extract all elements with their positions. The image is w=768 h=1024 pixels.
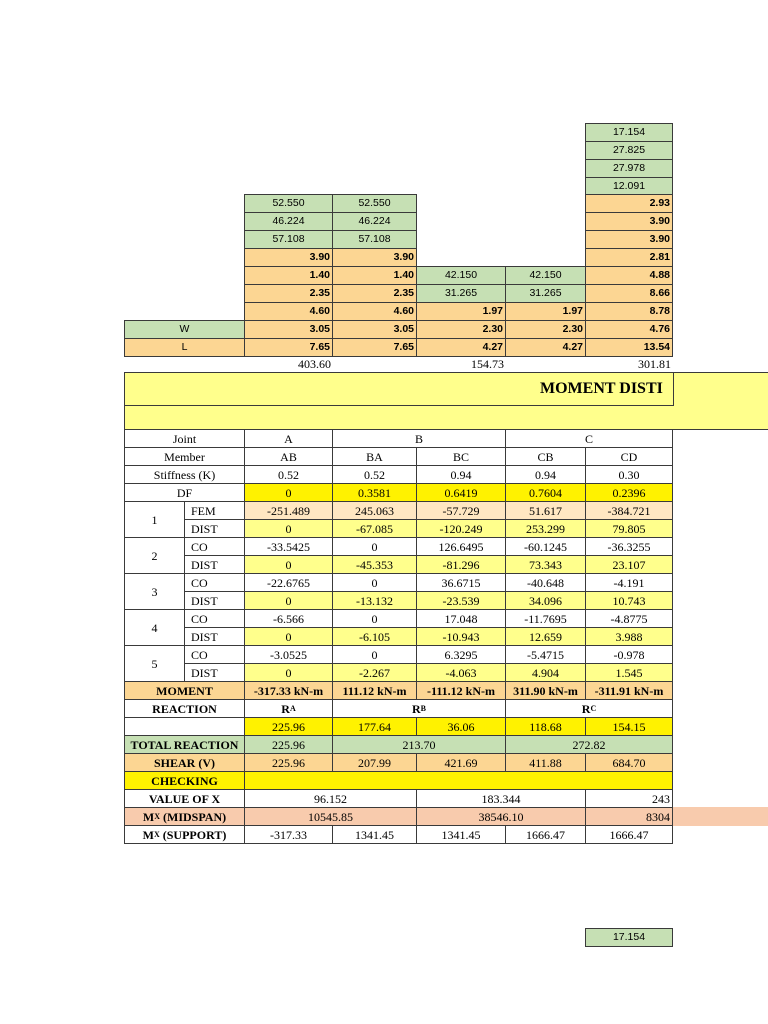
cell[interactable]: -120.249 (416, 519, 506, 538)
cell[interactable]: -4.191 (585, 573, 673, 592)
mx-midspan-cd[interactable]: 8304 (585, 807, 673, 826)
mx-prefix: M (142, 827, 154, 842)
reaction-subscript: A (289, 703, 296, 713)
cell[interactable]: -0.978 (585, 645, 673, 664)
mx-midspan-overflow (673, 807, 768, 826)
cell[interactable]: 7.65 (332, 338, 417, 357)
cell[interactable]: 3.90 (244, 248, 333, 267)
cell[interactable]: 1.545 (585, 663, 673, 682)
cell[interactable]: 1.97 (416, 302, 506, 321)
cell[interactable]: 3.05 (332, 320, 417, 339)
row-label[interactable]: CO (184, 609, 245, 628)
row-label[interactable]: CO (184, 645, 245, 664)
cell[interactable]: 12.091 (585, 177, 673, 196)
shear-label[interactable]: SHEAR (V) (124, 753, 245, 772)
mx-subscript: X (153, 829, 160, 839)
cell[interactable]: 73.343 (505, 555, 586, 574)
cell[interactable]: 27.825 (585, 141, 673, 160)
cell[interactable]: 42.150 (505, 266, 586, 285)
cell[interactable]: 34.096 (505, 591, 586, 610)
cell[interactable]: -5.4715 (505, 645, 586, 664)
df-label[interactable]: DF (124, 483, 245, 502)
cell[interactable]: 17.154 (585, 123, 673, 142)
shear-ab[interactable]: 225.96 (244, 753, 333, 772)
shear-cd[interactable]: 684.70 (585, 753, 673, 772)
df-ab[interactable]: 0 (244, 483, 333, 502)
member-cb[interactable]: CB (505, 447, 586, 466)
total-reaction-a[interactable]: 225.96 (244, 735, 333, 754)
total-cd: 301.81 (638, 357, 671, 371)
cell[interactable]: 0 (332, 645, 417, 664)
cell[interactable]: -2.267 (332, 663, 417, 682)
cell[interactable]: 8.66 (585, 284, 673, 303)
cell[interactable]: 3.90 (332, 248, 417, 267)
cell[interactable]: 2.35 (244, 284, 333, 303)
cell[interactable]: 4.88 (585, 266, 673, 285)
row-label[interactable]: DIST (184, 627, 245, 646)
cell[interactable]: 2.30 (505, 320, 586, 339)
cell[interactable]: 79.805 (585, 519, 673, 538)
joint-label[interactable]: Joint (124, 429, 245, 448)
cell[interactable]: 126.6495 (416, 537, 506, 556)
bottom-cell[interactable]: 17.154 (585, 928, 673, 947)
cell[interactable]: 2.81 (585, 248, 673, 267)
member-ab[interactable]: AB (244, 447, 333, 466)
mx-support-cd[interactable]: 1666.47 (585, 825, 673, 844)
value-x-ab[interactable]: 96.152 (244, 789, 417, 808)
cell[interactable]: -57.729 (416, 501, 506, 520)
member-bc[interactable]: BC (416, 447, 506, 466)
cell[interactable]: 31.265 (505, 284, 586, 303)
mx-support-bc[interactable]: 1341.45 (416, 825, 506, 844)
cell[interactable]: 6.3295 (416, 645, 506, 664)
label-w[interactable]: W (124, 320, 245, 339)
df-cd[interactable]: 0.2396 (585, 483, 673, 502)
cell[interactable]: 4.904 (505, 663, 586, 682)
checking-label[interactable]: CHECKING (124, 771, 245, 790)
value-x-bc[interactable]: 183.344 (416, 789, 586, 808)
cell[interactable]: 27.978 (585, 159, 673, 178)
cell[interactable]: 23.107 (585, 555, 673, 574)
mx-subscript: X (154, 811, 160, 821)
cell[interactable]: 0 (332, 537, 417, 556)
mx-support-ba[interactable]: 1341.45 (332, 825, 417, 844)
row-label[interactable]: FEM (184, 501, 245, 520)
iteration-number[interactable]: 5 (124, 645, 185, 682)
mx-midspan-bc[interactable]: 38546.10 (416, 807, 586, 826)
member-cd[interactable]: CD (585, 447, 673, 466)
cell[interactable]: 17.048 (416, 609, 506, 628)
shear-cb[interactable]: 411.88 (505, 753, 586, 772)
stiffness-cd[interactable]: 0.30 (585, 465, 673, 484)
cell[interactable]: 245.063 (332, 501, 417, 520)
total-bc: 154.73 (471, 357, 504, 371)
cell[interactable]: 3.90 (585, 230, 673, 249)
cell[interactable]: 3.05 (244, 320, 333, 339)
cell[interactable]: 0 (244, 555, 333, 574)
joint-b[interactable]: B (332, 429, 506, 448)
member-ba[interactable]: BA (332, 447, 417, 466)
shear-bc[interactable]: 421.69 (416, 753, 506, 772)
stiffness-cb[interactable]: 0.94 (505, 465, 586, 484)
row-label[interactable]: DIST (184, 663, 245, 682)
cell[interactable]: 3.90 (585, 212, 673, 231)
shear-ba[interactable]: 207.99 (332, 753, 417, 772)
cell[interactable]: -251.489 (244, 501, 333, 520)
cell[interactable]: 46.224 (244, 212, 333, 231)
cell[interactable]: 57.108 (244, 230, 333, 249)
cell[interactable]: -4.063 (416, 663, 506, 682)
cell[interactable]: 10.743 (585, 591, 673, 610)
cell[interactable]: 46.224 (332, 212, 417, 231)
cell[interactable]: 31.265 (416, 284, 506, 303)
moment-bc[interactable]: -111.12 kN-m (416, 681, 506, 700)
moment-ab[interactable]: -317.33 kN-m (244, 681, 333, 700)
mx-support-cb[interactable]: 1666.47 (505, 825, 586, 844)
total-ab: 403.60 (298, 357, 331, 371)
row-label[interactable]: CO (184, 537, 245, 556)
reaction-letter: R (581, 701, 591, 716)
reaction-letter: R (411, 701, 421, 716)
cell[interactable]: 4.27 (505, 338, 586, 357)
cell[interactable]: 253.299 (505, 519, 586, 538)
cell[interactable]: 0 (332, 609, 417, 628)
page-title: MOMENT DISTI (540, 380, 663, 397)
cell[interactable]: 1.40 (332, 266, 417, 285)
stiffness-bc[interactable]: 0.94 (416, 465, 506, 484)
cell[interactable]: 4.60 (244, 302, 333, 321)
mx-prefix: M (142, 809, 155, 824)
stiffness-ab[interactable]: 0.52 (244, 465, 333, 484)
cell[interactable]: 12.659 (505, 627, 586, 646)
cell[interactable]: 42.150 (416, 266, 506, 285)
cell[interactable]: -10.943 (416, 627, 506, 646)
total-reaction-label[interactable]: TOTAL REACTION (124, 735, 245, 754)
cell[interactable]: 2.35 (332, 284, 417, 303)
row-label[interactable]: DIST (184, 519, 245, 538)
cell[interactable]: -23.539 (416, 591, 506, 610)
df-bc[interactable]: 0.6419 (416, 483, 506, 502)
cell[interactable]: 57.108 (332, 230, 417, 249)
moment-ba[interactable]: 111.12 kN-m (332, 681, 417, 700)
cell[interactable]: -36.3255 (585, 537, 673, 556)
cell[interactable]: -60.1245 (505, 537, 586, 556)
reaction-values-label[interactable] (124, 717, 245, 736)
reaction-value-ab[interactable]: 225.96 (244, 717, 333, 736)
cell[interactable]: 36.6715 (416, 573, 506, 592)
checking-bar[interactable] (244, 771, 673, 790)
cell[interactable]: 52.550 (332, 194, 417, 213)
reaction-value-cb[interactable]: 118.68 (505, 717, 586, 736)
joint-c[interactable]: C (505, 429, 673, 448)
mx-support-ab[interactable]: -317.33 (244, 825, 333, 844)
df-ba[interactable]: 0.3581 (332, 483, 417, 502)
cell[interactable]: 3.988 (585, 627, 673, 646)
df-cb[interactable]: 0.7604 (505, 483, 586, 502)
cell[interactable]: -13.132 (332, 591, 417, 610)
mx-support-label[interactable] (124, 825, 245, 844)
reaction-rb[interactable] (332, 699, 506, 718)
cell[interactable]: -6.105 (332, 627, 417, 646)
row-label[interactable]: DIST (184, 555, 245, 574)
reaction-subscript: C (590, 703, 597, 713)
cell[interactable]: 2.93 (585, 194, 673, 213)
cell[interactable]: 0 (244, 591, 333, 610)
cell[interactable]: 4.60 (332, 302, 417, 321)
cell[interactable]: 0 (244, 627, 333, 646)
mx-midspan-ab[interactable]: 10545.85 (244, 807, 417, 826)
cell[interactable]: -6.566 (244, 609, 333, 628)
cell[interactable]: -384.721 (585, 501, 673, 520)
cell[interactable]: 0 (332, 573, 417, 592)
label-l[interactable]: L (124, 338, 245, 357)
cell[interactable]: 0 (244, 519, 333, 538)
cell[interactable]: 0 (244, 663, 333, 682)
iteration-number[interactable]: 4 (124, 609, 185, 646)
cell[interactable]: 1.40 (244, 266, 333, 285)
reaction-label[interactable]: REACTION (124, 699, 245, 718)
cell[interactable]: 2.30 (416, 320, 506, 339)
moment-label[interactable]: MOMENT (124, 681, 245, 700)
member-label[interactable]: Member (124, 447, 245, 466)
cell[interactable]: 52.550 (244, 194, 333, 213)
cell[interactable]: -45.353 (332, 555, 417, 574)
reaction-value-cd[interactable]: 154.15 (585, 717, 673, 736)
cell[interactable]: -22.6765 (244, 573, 333, 592)
joint-a[interactable]: A (244, 429, 333, 448)
cell[interactable]: -11.7695 (505, 609, 586, 628)
iteration-number[interactable]: 1 (124, 501, 185, 538)
cell[interactable]: -4.8775 (585, 609, 673, 628)
stiffness-ba[interactable]: 0.52 (332, 465, 417, 484)
cell[interactable]: -3.0525 (244, 645, 333, 664)
cell[interactable]: -67.085 (332, 519, 417, 538)
mx-suffix: (SUPPORT) (159, 827, 227, 842)
value-x-label[interactable]: VALUE OF X (124, 789, 245, 808)
cell[interactable]: 7.65 (244, 338, 333, 357)
cell[interactable]: 1.97 (505, 302, 586, 321)
stiffness-label[interactable]: Stiffness (K) (124, 465, 245, 484)
cell[interactable]: 8.78 (585, 302, 673, 321)
mx-midspan-label[interactable] (124, 807, 245, 826)
iteration-number[interactable]: 2 (124, 537, 185, 574)
value-x-cd[interactable]: 243 (585, 789, 673, 808)
mx-suffix: (MIDSPAN) (160, 809, 227, 824)
row-label[interactable]: DIST (184, 591, 245, 610)
cell[interactable]: 13.54 (585, 338, 673, 357)
cell[interactable]: 4.27 (416, 338, 506, 357)
total-reaction-c[interactable]: 272.82 (505, 735, 673, 754)
cell[interactable]: 4.76 (585, 320, 673, 339)
reaction-subscript: B (420, 703, 426, 713)
reaction-value-ba[interactable]: 177.64 (332, 717, 417, 736)
cell[interactable]: -40.648 (505, 573, 586, 592)
total-reaction-b[interactable]: 213.70 (332, 735, 506, 754)
moment-cb[interactable]: 311.90 kN-m (505, 681, 586, 700)
row-label[interactable]: CO (184, 573, 245, 592)
reaction-ra[interactable] (244, 699, 333, 718)
reaction-value-bc[interactable]: 36.06 (416, 717, 506, 736)
iteration-number[interactable]: 3 (124, 573, 185, 610)
reaction-rc[interactable] (505, 699, 673, 718)
reaction-letter: R (281, 701, 290, 716)
moment-cd[interactable]: -311.91 kN-m (585, 681, 673, 700)
title-banner (124, 372, 768, 430)
cell[interactable]: 51.617 (505, 501, 586, 520)
cell[interactable]: -81.296 (416, 555, 506, 574)
cell[interactable]: -33.5425 (244, 537, 333, 556)
